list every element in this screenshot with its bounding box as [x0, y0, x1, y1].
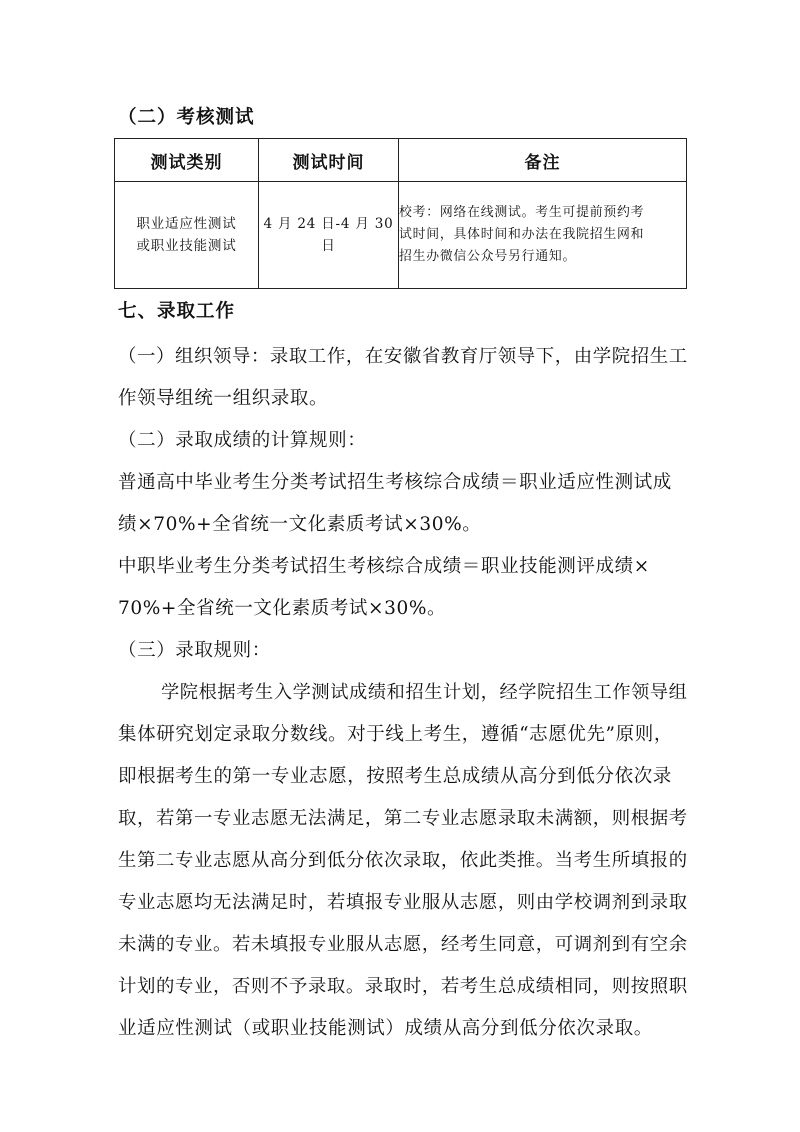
table-header-note: 备注: [399, 139, 687, 182]
category-line: 或职业技能测试: [136, 238, 237, 254]
paragraph-line: 生第二专业志愿从高分到低分依次录取，依此类推。当考生所填报的: [118, 850, 688, 871]
table-cell-note: [399, 182, 687, 289]
paragraph-line: 业适应性测试（或职业技能测试）成绩从高分到低分依次录取。: [118, 1018, 653, 1039]
table-cell-time: 4 月 24 日-4 月 30 日: [259, 182, 399, 289]
paragraph-line: 绩×70%+全省统一文化素质考试×30%。: [118, 514, 482, 535]
paragraph-line: 作领导组统一组织录取。: [118, 388, 329, 409]
paragraph-line: 专业志愿均无法满足时，若填报专业服从志愿，则由学校调剂到录取: [118, 892, 688, 913]
note-line: 校考：网络在线测试。考生可提前预约考: [399, 205, 645, 220]
paragraph-line: 集体研究划定录取分数线。对于线上考生，遵循“志愿优先”原则，: [118, 724, 673, 745]
table-header-row: [115, 139, 687, 182]
paragraph-line: 计划的专业，否则不予录取。录取时，若考生总成绩相同，则按照职: [118, 976, 688, 997]
note-line: 试时间，具体时间和办法在我院招生网和: [399, 227, 645, 242]
paragraph-line: （一）组织领导：录取工作，在安徽省教育厅领导下，由学院招生工: [118, 346, 688, 367]
paragraph-line: 即根据考生的第一专业志愿，按照考生总成绩从高分到低分依次录: [118, 766, 672, 787]
exam-schedule-table: [114, 138, 687, 289]
paragraph-line: 未满的专业。若未填报专业服从志愿，经考生同意，可调剂到有空余: [118, 934, 688, 955]
paragraph-line: 中职毕业考生分类考试招生考核综合成绩＝职业技能测评成绩×: [118, 556, 650, 577]
category-line: 职业适应性测试: [136, 216, 237, 232]
table-header-time: 测试时间: [259, 139, 399, 182]
paragraph-line: 取，若第一专业志愿无法满足，第二专业志愿录取未满额，则根据考: [118, 808, 688, 829]
table-row: [115, 182, 687, 289]
section-title-admission: 七、录取工作: [118, 301, 236, 322]
table-header-category: 测试类别: [115, 139, 259, 182]
section-heading: （二）考核测试: [118, 107, 255, 128]
paragraph-line: 普通高中毕业考生分类考试招生考核综合成绩＝职业适应性测试成: [118, 472, 672, 493]
paragraph-line: （三）录取规则：: [118, 640, 271, 661]
note-line: 招生办微信公众号另行通知。: [399, 249, 577, 264]
table-cell-category: [115, 182, 259, 289]
paragraph-line: 70%+全省统一文化素质考试×30%。: [118, 598, 447, 619]
paragraph-line: （二）录取成绩的计算规则：: [118, 430, 367, 451]
paragraph-line: 学院根据考生入学测试成绩和招生计划，经学院招生工作领导组: [161, 682, 688, 703]
